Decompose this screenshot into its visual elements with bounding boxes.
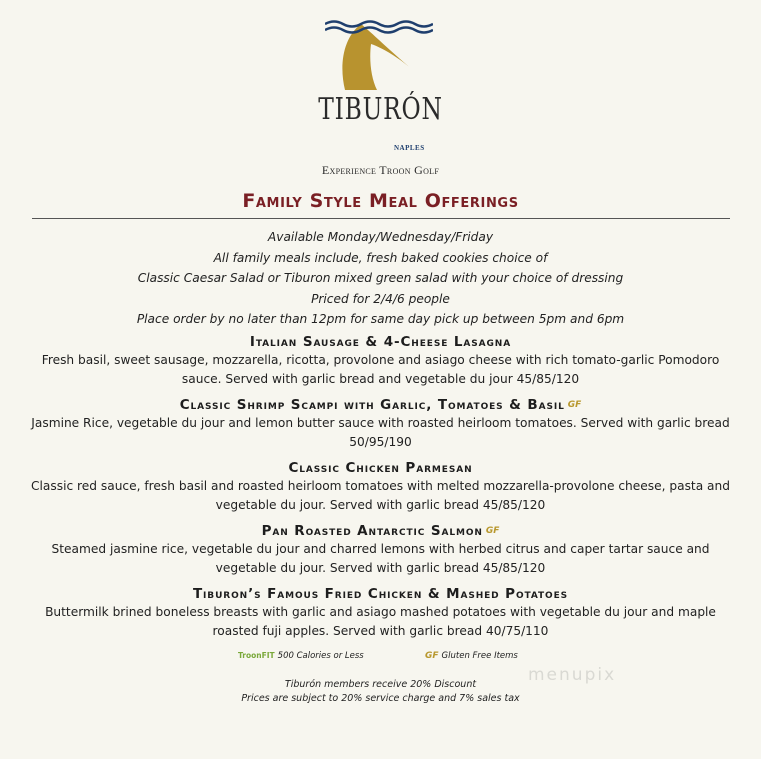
- menu-item: [28, 522, 733, 579]
- footer-tax-note: Prices are subject to 20% service charge and 7% sales tax: [241, 693, 520, 704]
- menu-item: [28, 333, 733, 390]
- legend: [0, 651, 761, 665]
- intro-block: [0, 227, 761, 330]
- menu-item: [28, 396, 733, 453]
- title-divider: [32, 218, 730, 219]
- watermark: menupix: [528, 665, 617, 685]
- menu-item-name: Pan Roasted Antarctic Salmon GF: [261, 523, 500, 539]
- troonfit-icon: TroonFIT: [238, 651, 275, 660]
- menu-item-name: Classic Chicken Parmesan: [288, 460, 473, 476]
- menu-item-description: Fresh basil, sweet sausage, mozzarella, ricotta, provolone and asiago cheese with rich tomato-garlic Pomodoro sauce. Served with garlic bread and vegetable du jour 45/85/120: [41, 353, 720, 387]
- menu-item-description: Classic red sauce, fresh basil and roasted heirloom tomatoes with melted mozzarella-provolone cheese, pasta and vegetable du jour. Served with garlic bread 45/85/120: [31, 479, 730, 513]
- menu-item-name: Tiburon’s Famous Fried Chicken & Mashed Potatoes: [192, 586, 569, 602]
- brand-location: NAPLES: [394, 144, 425, 152]
- legend-gluten-free: GF Gluten Free Items: [425, 651, 518, 661]
- menu-item-name: Classic Shrimp Scampi with Garlic, Tomatoes & Basil GF: [179, 397, 582, 413]
- page-title: Family Style Meal Offerings: [242, 190, 519, 212]
- menu-item-description: Jasmine Rice, vegetable du jour and lemon butter sauce with roasted heirloom tomatoes. Served with garlic bread 50/95/190: [31, 416, 730, 450]
- brand-tagline: Experience Troon Golf: [321, 163, 440, 177]
- menu-item-name: Italian Sausage & 4-Cheese Lasagna: [249, 334, 512, 350]
- menu-item: [28, 585, 733, 642]
- gluten-free-icon: GF: [485, 526, 500, 536]
- intro-line: All family meals include, fresh baked cookies choice of: [213, 250, 548, 265]
- brand-name: TIBURÓN: [318, 92, 443, 127]
- gluten-free-icon: GF: [567, 400, 582, 410]
- menu-item-description: Buttermilk brined boneless breasts with garlic and asiago mashed potatoes with vegetable du jour and maple roasted fuji apples. Served with garlic bread 40/75/110: [45, 605, 716, 639]
- menu-item: [28, 459, 733, 516]
- footer: [0, 678, 761, 706]
- menu-item-description: Steamed jasmine rice, vegetable du jour and charred lemons with herbed citrus and caper tartar sauce and vegetable du jour. Served with garlic bread 45/85/120: [51, 542, 710, 576]
- intro-line: Classic Caesar Salad or Tiburon mixed green salad with your choice of dressing: [137, 271, 624, 286]
- legend-troonfit: TroonFIT 500 Calories or Less: [238, 651, 364, 661]
- footer-discount: Tiburón members receive 20% Discount: [284, 679, 477, 690]
- waves-icon: [325, 20, 433, 34]
- intro-line: Place order by no later than 12pm for same day pick up between 5pm and 6pm: [136, 312, 625, 327]
- brand-logo: [0, 0, 761, 185]
- gluten-free-icon: GF: [425, 651, 439, 661]
- intro-line: Available Monday/Wednesday/Friday: [267, 230, 494, 244]
- intro-line: Priced for 2/4/6 people: [311, 291, 450, 306]
